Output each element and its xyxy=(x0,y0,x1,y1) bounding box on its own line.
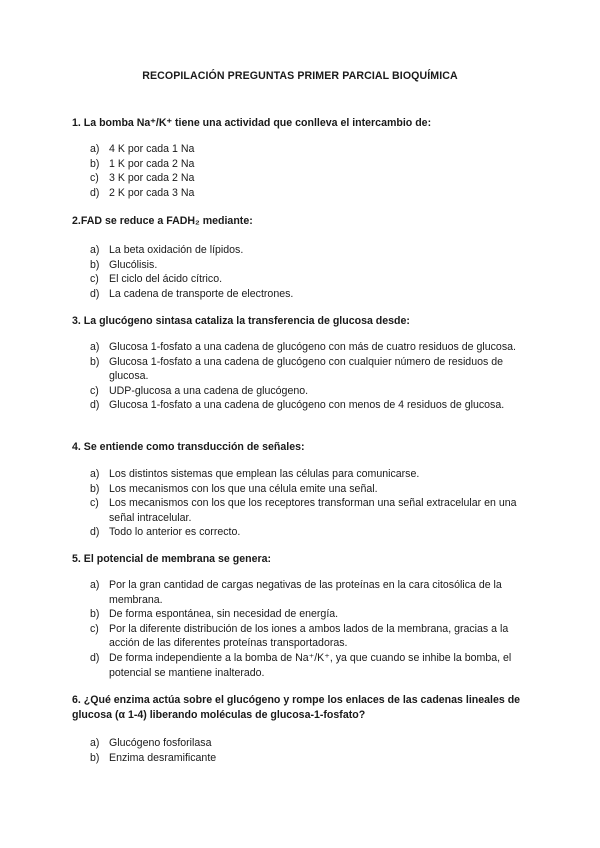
list-item xyxy=(90,186,530,201)
option-letter: d) xyxy=(90,399,100,412)
list-item xyxy=(90,258,530,273)
option-letter: b) xyxy=(90,751,100,764)
option-text: Glucógeno fosforilasa xyxy=(109,737,212,749)
option-text: Glucosa 1-fosfato a una cadena de glucógeno con menos de 4 residuos de glucosa. xyxy=(109,399,505,412)
question-2: 2.FAD se reduce a FADH₂ mediante: xyxy=(72,215,253,227)
question-3: 3. La glucógeno sintasa cataliza la transferencia de glucosa desde: xyxy=(72,315,410,327)
option-letter: a) xyxy=(90,737,100,749)
question-1-options xyxy=(90,142,530,200)
option-text: Por la diferente distribución de los iones a ambos lados de la membrana, gracias a la acción de las diferentes proteínas transportadoras. xyxy=(109,622,509,650)
option-letter: a) xyxy=(90,244,100,256)
list-item xyxy=(90,355,530,384)
question-5: 5. El potencial de membrana se genera: xyxy=(72,553,272,565)
option-letter: c) xyxy=(90,497,99,510)
option-text: El ciclo del ácido cítrico. xyxy=(109,273,223,286)
list-item xyxy=(90,622,530,651)
option-text: Enzima desramificante xyxy=(109,751,217,764)
option-text: Glucosa 1-fosfato a una cadena de glucógeno con cualquier número de residuos de glucosa. xyxy=(109,355,504,383)
option-text: La beta oxidación de lípidos. xyxy=(109,244,244,256)
option-letter: b) xyxy=(90,258,100,271)
option-letter: d) xyxy=(90,186,100,199)
option-text: La cadena de transporte de electrones. xyxy=(109,287,294,300)
list-item xyxy=(90,525,530,540)
question-6: 6. ¿Qué enzima actúa sobre el glucógeno y rompe los enlaces de las cadenas lineales de glucosa (α 1-4) liberando moléculas de glucosa-1-fosfato? xyxy=(72,694,521,721)
list-item xyxy=(90,482,530,497)
option-letter: b) xyxy=(90,355,100,368)
list-item xyxy=(90,157,530,172)
list-item xyxy=(90,142,530,157)
option-text: Glucólisis. xyxy=(109,258,158,271)
option-letter: a) xyxy=(90,341,100,353)
question-1: 1. La bomba Na⁺/K⁺ tiene una actividad que conlleva el intercambio de: xyxy=(72,117,432,129)
option-letter: d) xyxy=(90,287,100,300)
list-item xyxy=(90,736,530,751)
list-item xyxy=(90,751,530,766)
option-letter: b) xyxy=(90,608,100,621)
option-letter: c) xyxy=(90,622,99,635)
list-item xyxy=(90,340,530,355)
option-letter: a) xyxy=(90,143,100,155)
question-4: 4. Se entiende como transducción de señales: xyxy=(72,441,305,453)
question-5-options xyxy=(90,578,530,680)
option-letter: b) xyxy=(90,157,100,170)
list-item xyxy=(90,398,530,413)
option-text: Todo lo anterior es correcto. xyxy=(109,526,241,539)
option-letter: b) xyxy=(90,482,100,495)
list-item xyxy=(90,467,530,482)
question-4-options xyxy=(90,467,530,540)
question-3-options xyxy=(90,340,530,413)
option-text: De forma independiente a la bomba de Na⁺/K⁺, ya que cuando se inhibe la bomba, el potencial se mantiene inalterado. xyxy=(109,651,512,679)
option-text: 2 K por cada 3 Na xyxy=(109,186,195,199)
option-text: Por la gran cantidad de cargas negativas de las proteínas en la cara citosólica de la membrana. xyxy=(109,579,502,606)
option-letter: d) xyxy=(90,526,100,539)
option-text: 3 K por cada 2 Na xyxy=(109,172,195,185)
list-item xyxy=(90,384,530,399)
list-item xyxy=(90,496,530,525)
option-letter: c) xyxy=(90,384,99,397)
option-text: Glucosa 1-fosfato a una cadena de glucógeno con más de cuatro residuos de glucosa. xyxy=(109,341,516,353)
option-letter: d) xyxy=(90,651,100,664)
page-title: RECOPILACIÓN PREGUNTAS PRIMER PARCIAL BIOQUÍMICA xyxy=(142,70,458,82)
list-item xyxy=(90,272,530,287)
option-text: 1 K por cada 2 Na xyxy=(109,157,195,170)
list-item xyxy=(90,287,530,302)
question-6-options xyxy=(90,736,530,765)
option-text: Los mecanismos con los que los receptores transforman una señal extracelular en una señal intracelular. xyxy=(109,497,517,524)
option-letter: a) xyxy=(90,579,100,591)
list-item xyxy=(90,578,530,607)
question-2-options xyxy=(90,243,530,301)
option-text: Los mecanismos con los que una célula emite una señal. xyxy=(109,482,378,495)
option-letter: c) xyxy=(90,273,99,286)
list-item xyxy=(90,243,530,258)
list-item xyxy=(90,171,530,186)
option-text: De forma espontánea, sin necesidad de energía. xyxy=(109,608,339,621)
option-text: Los distintos sistemas que emplean las células para comunicarse. xyxy=(109,468,420,480)
option-letter: c) xyxy=(90,172,99,185)
list-item xyxy=(90,607,530,622)
option-text: UDP-glucosa a una cadena de glucógeno. xyxy=(109,384,309,397)
list-item xyxy=(90,651,530,680)
option-letter: a) xyxy=(90,468,100,480)
option-text: 4 K por cada 1 Na xyxy=(109,143,195,155)
